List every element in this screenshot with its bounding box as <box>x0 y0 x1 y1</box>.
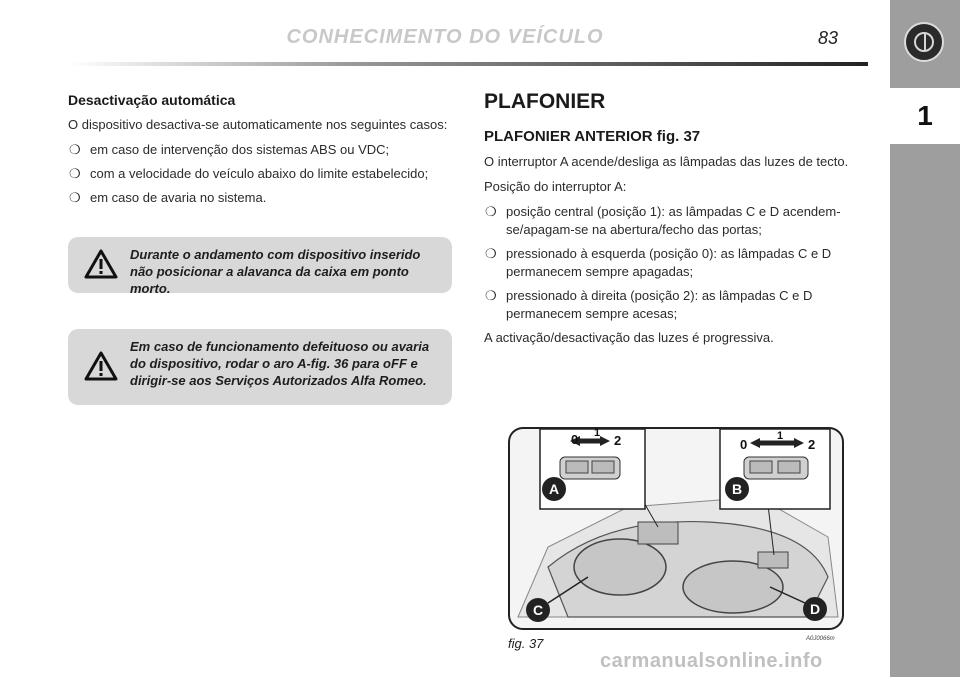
figure-caption: fig. 37 <box>508 636 544 651</box>
header-rule <box>68 62 868 66</box>
list-item: ❍ pressionado à direita (posição 2): as lâmpadas C e D permanecem sempre acesas; <box>485 288 813 321</box>
position-2-label: 2 <box>614 433 622 448</box>
paragraph: O interruptor A acende/desliga as lâmpadas das luzes de tecto. <box>484 154 849 169</box>
chapter-sidebar <box>890 0 960 677</box>
figure-code: A0J0066m <box>806 636 835 642</box>
bullet-icon: ❍ <box>485 246 497 261</box>
list-item: ❍ pressionado à esquerda (posição 0): as lâmpadas C e D permanecem sempre apagadas; <box>485 246 832 279</box>
position-0-label: 0 <box>740 437 748 452</box>
list-item: ❍ com a velocidade do veículo abaixo do limite estabelecido; <box>69 166 429 181</box>
list-item: ❍ posição central (posição 1): as lâmpadas C e D acendem-se/apagam-se na abertura/fecho das portas; <box>485 204 841 237</box>
switch-position-list <box>484 203 869 323</box>
alfa-romeo-logo-icon <box>904 22 944 62</box>
intro-text: O dispositivo desactiva-se automaticamente nos seguintes casos: <box>68 117 448 132</box>
callout-a-label: A <box>548 481 560 497</box>
warning-box <box>68 237 452 296</box>
section-title: PLAFONIER <box>484 90 606 113</box>
callout-b-label: B <box>731 481 743 497</box>
callout-d-label: D <box>809 601 821 617</box>
watermark: carmanualsonline.info <box>600 650 823 672</box>
bullet-icon: ❍ <box>69 166 81 181</box>
deactivation-list <box>68 141 453 207</box>
chapter-number: 1 <box>890 88 960 144</box>
position-1-label: 1 <box>594 427 601 439</box>
warning-box <box>68 329 452 405</box>
page-header-title: CONHECIMENTO DO VEÍCULO <box>286 26 604 48</box>
paragraph: A activação/desactivação das luzes é progressiva. <box>484 330 774 345</box>
position-2-label: 2 <box>808 437 816 452</box>
warning-text: Em caso de funcionamento defeituoso ou avaria do dispositivo, rodar o aro A-fig. 36 para oFF e dirigir-se aos Serviços Autorizados Alfa Romeo. <box>130 339 430 388</box>
left-column <box>68 92 453 213</box>
section-subtitle: PLAFONIER ANTERIOR fig. 37 <box>484 128 701 145</box>
list-item: ❍ em caso de intervenção dos sistemas ABS ou VDC; <box>69 142 390 157</box>
position-0-label: 0 <box>571 432 579 447</box>
right-column <box>484 90 869 354</box>
bullet-icon: ❍ <box>485 204 497 219</box>
page-number: 83 <box>818 28 839 48</box>
warning-text: Durante o andamento com dispositivo inserido não posicionar a alavanca da caixa em ponto morto. <box>130 247 421 296</box>
list-item: ❍ em caso de avaria no sistema. <box>69 190 267 205</box>
paragraph: Posição do interruptor A: <box>484 179 627 194</box>
bullet-icon: ❍ <box>69 190 81 205</box>
position-1-label: 1 <box>777 430 784 442</box>
section-heading: Desactivação automática <box>68 92 236 108</box>
callout-c-label: C <box>532 602 544 618</box>
warning-triangle-icon <box>84 249 118 279</box>
bullet-icon: ❍ <box>69 142 81 157</box>
warning-triangle-icon <box>84 351 118 381</box>
bullet-icon: ❍ <box>485 288 497 303</box>
ceiling-light-illustration <box>508 427 844 630</box>
